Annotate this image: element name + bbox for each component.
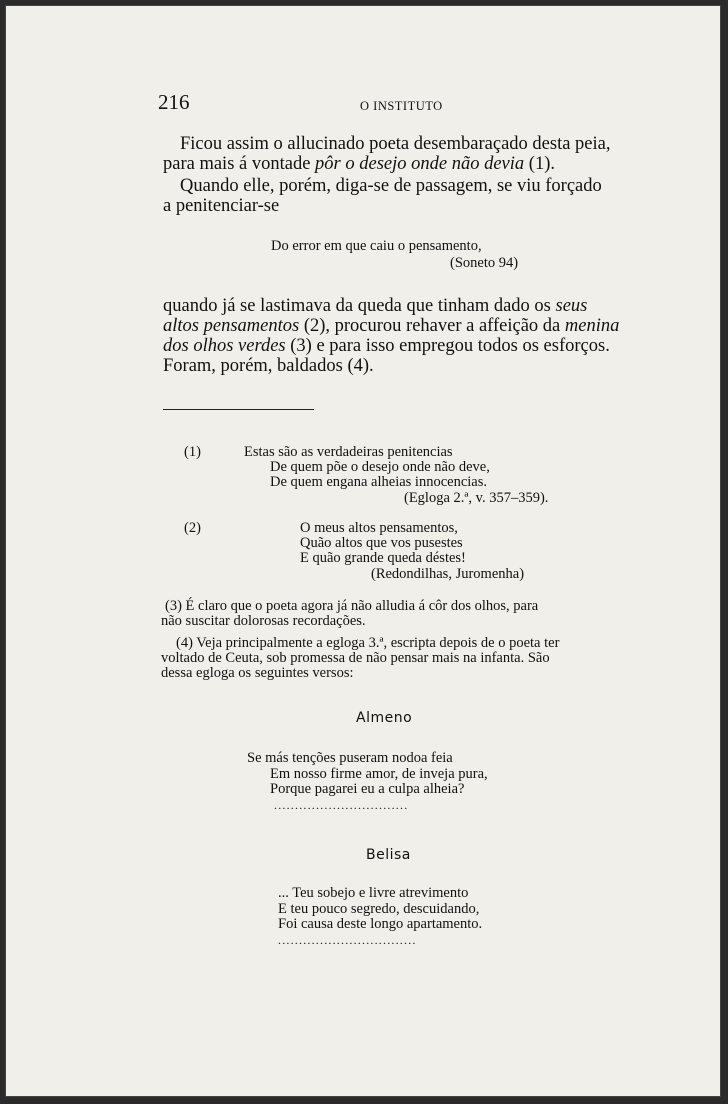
paragraph-3-line-1: quando já se lastimava da queda que tinham dado os seus xyxy=(163,296,588,316)
footnote-2-citation: (Redondilhas, Juromenha) xyxy=(371,566,525,582)
belisa-ellipsis-dots: ................................. xyxy=(278,933,417,947)
paragraph-2 xyxy=(163,176,602,216)
belisa-line-1: ... Teu sobejo e livre atrevimento xyxy=(278,885,469,901)
footnote-1-line-1: Estas são as verdadeiras penitencias xyxy=(244,444,453,460)
paragraph-1 xyxy=(163,134,611,174)
almeno-heading: Almeno xyxy=(356,710,413,726)
belisa-line-2: E teu pouco segredo, descuidando, xyxy=(278,901,480,917)
italic-phrase: pôr o desejo onde não devia xyxy=(315,154,525,174)
paragraph-3-line-2: altos pensamentos (2), procurou rehaver a affeição da menina xyxy=(163,316,620,336)
belisa-heading: Belisa xyxy=(366,847,411,863)
footnote-1-line-3: De quem engana alheias innocencias. xyxy=(270,474,488,490)
almeno-line-1: Se más tenções puseram nodoa feia xyxy=(247,750,453,766)
almeno-ellipsis-dots: ................................ xyxy=(274,798,409,812)
paragraph-2-line-2: a penitenciar-se xyxy=(163,196,280,216)
running-head: O INSTITUTO xyxy=(360,99,443,113)
footnote-2-line-1: O meus altos pensamentos, xyxy=(300,520,458,536)
paragraph-3-line-3: dos olhos verdes (3) e para isso empregou todos os esforços. xyxy=(163,336,610,356)
paragraph-3 xyxy=(163,296,619,376)
footnote-1-line-2: De quem põe o desejo onde não deve, xyxy=(270,459,490,475)
footnote-2-marker: (2) xyxy=(184,520,201,536)
footnote-3-line-2: não suscitar dolorosas recordações. xyxy=(161,613,366,629)
quote-citation: (Soneto 94) xyxy=(450,255,519,271)
footnote-2-line-3: E quão grande queda déstes! xyxy=(300,550,466,566)
footnote-separator xyxy=(163,409,314,410)
almeno-line-2: Em nosso firme amor, de inveja pura, xyxy=(270,766,488,782)
paragraph-3-line-4: Foram, porém, baldados (4). xyxy=(163,356,374,376)
footnote-4-line-2: voltado de Ceuta, sob promessa de não pensar mais na infanta. São xyxy=(161,650,550,666)
quote-line-1: Do error em que caiu o pensamento, xyxy=(271,238,482,254)
footnote-1-citation: (Egloga 2.ª, v. 357–359). xyxy=(404,490,549,506)
footnote-2-line-2: Quão altos que vos pusestes xyxy=(300,535,463,551)
footnote-4-line-1: (4) Veja principalmente a egloga 3.ª, escripta depois de o poeta ter xyxy=(176,635,560,651)
footnote-3-line-1: (3) É claro que o poeta agora já não alludia á côr dos olhos, para xyxy=(165,598,539,614)
paragraph-1-line-2: para mais á vontade pôr o desejo onde não devia (1). xyxy=(163,154,555,174)
paragraph-2-line-1: Quando elle, porém, diga-se de passagem, se viu forçado xyxy=(180,176,602,196)
almeno-line-3: Porque pagarei eu a culpa alheia? xyxy=(270,781,465,797)
footnote-4-line-3: dessa egloga os seguintes versos: xyxy=(161,665,354,681)
paragraph-1-line-1: Ficou assim o allucinado poeta desembaraçado desta peia, xyxy=(180,134,611,154)
book-page xyxy=(5,5,721,1097)
footnote-1-marker: (1) xyxy=(184,444,201,460)
belisa-line-3: Foi causa deste longo apartamento. xyxy=(278,916,483,932)
page-number: 216 xyxy=(158,90,190,114)
